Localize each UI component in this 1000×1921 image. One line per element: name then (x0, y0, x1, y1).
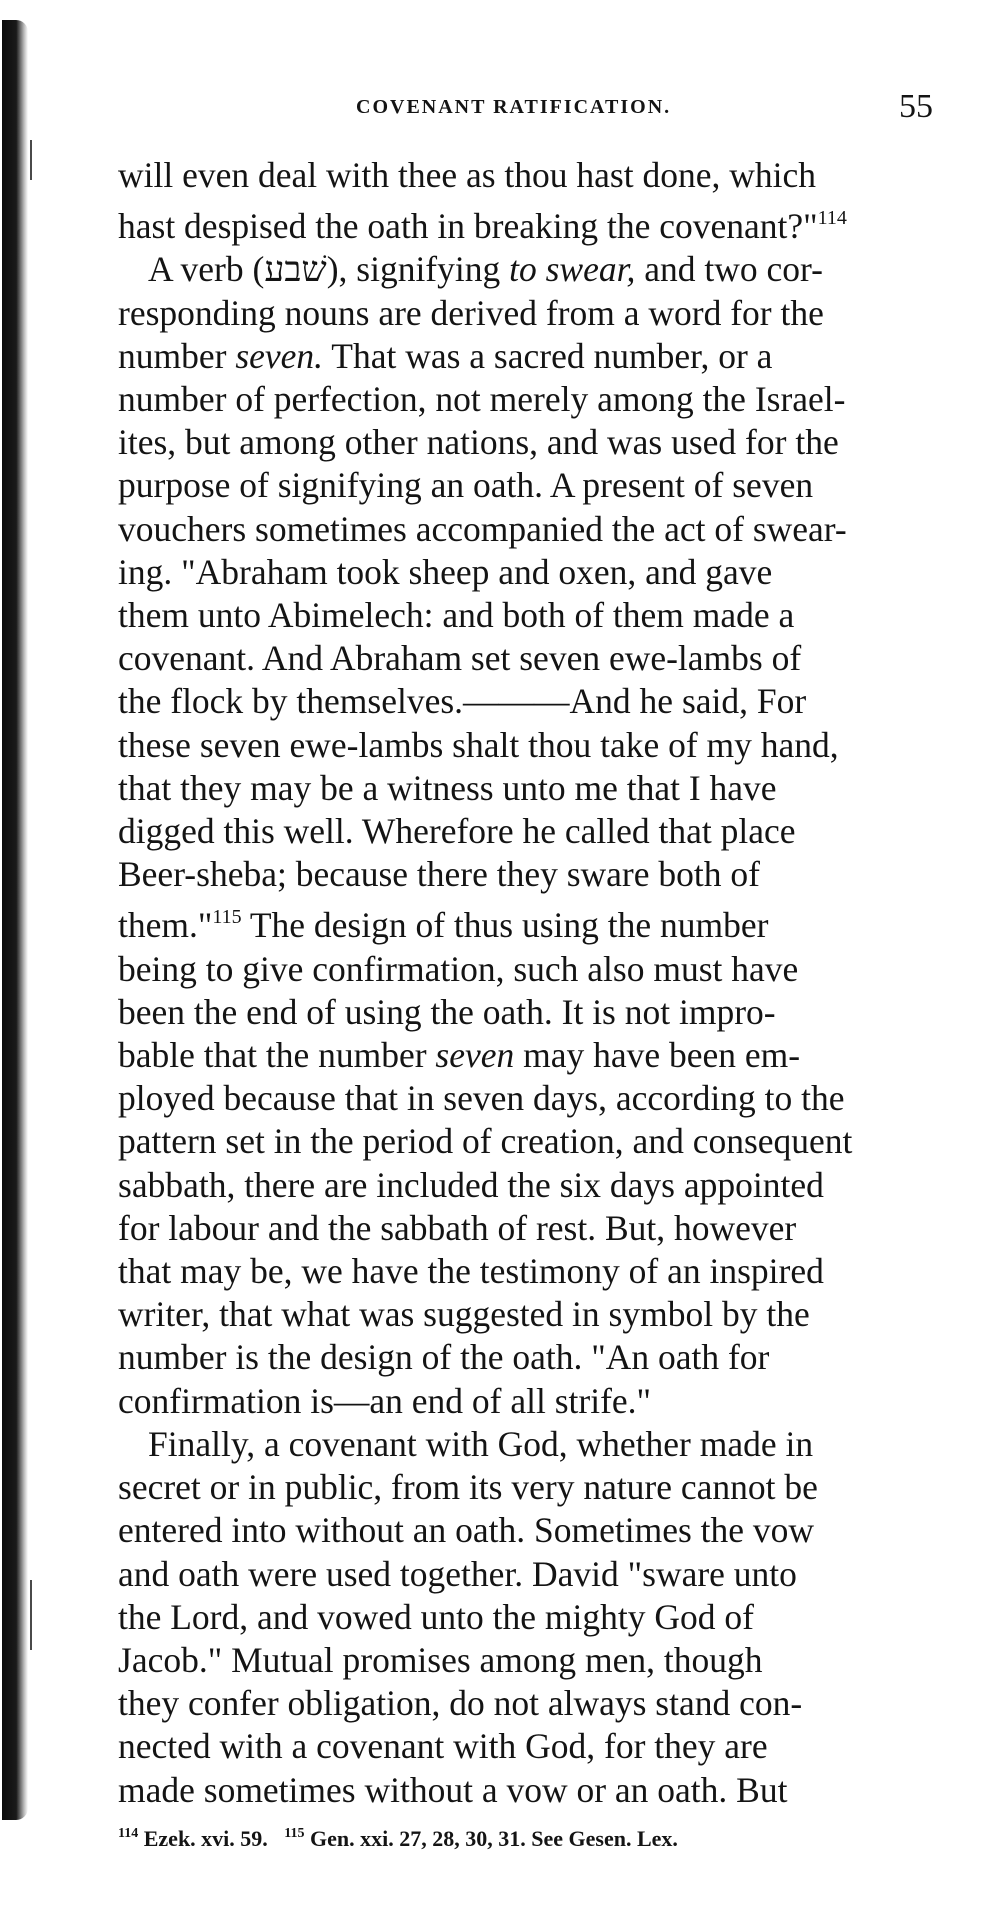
book-spine-shadow (2, 20, 28, 1820)
text-line: confirmation is—an end of all strife." (118, 1380, 652, 1421)
text-line: nected with a covenant with God, for they are (118, 1726, 768, 1767)
italic-phrase: to swear, (509, 249, 636, 290)
text-line: responding nouns are derived from a word for the (118, 292, 824, 333)
text-segment: bable that the number (118, 1035, 436, 1076)
text-line: ployed because that in seven days, according to the (118, 1078, 845, 1119)
footnote-text: Ezek. xvi. 59. (138, 1825, 268, 1851)
text-segment: them." (118, 905, 213, 946)
text-line: pattern set in the period of creation, and consequent (118, 1121, 853, 1162)
text-segment: may have been em- (514, 1035, 801, 1076)
footnote-text: Gen. xxi. 27, 28, 30, 31. See Gesen. Lex. (304, 1825, 678, 1851)
text-line: covenant. And Abraham set seven ewe-lambs of (118, 638, 802, 679)
text-line: for labour and the sabbath of rest. But, however (118, 1207, 797, 1248)
page-number: 55 (899, 88, 933, 125)
text-line: Finally, a covenant with God, whether made in (148, 1423, 814, 1464)
text-line (118, 1034, 978, 1077)
text-line: made sometimes without a vow or an oath. But (118, 1769, 788, 1810)
text-line: these seven ewe-lambs shalt thou take of my hand, (118, 724, 839, 765)
text-segment: ), signifying (326, 249, 510, 290)
text-line: the flock by themselves.———And he said, For (118, 681, 807, 722)
text-line-content: hast despised the oath in breaking the covenant?" (118, 206, 818, 247)
body-text (118, 154, 978, 1812)
book-page (118, 80, 978, 1852)
text-line: ites, but among other nations, and was used for the (118, 422, 839, 463)
text-line: digged this well. Wherefore he called that place (118, 811, 796, 852)
text-line (118, 335, 978, 378)
text-line: Jacob." Mutual promises among men, though (118, 1639, 763, 1680)
text-line: entered into without an oath. Sometimes the vow (118, 1510, 815, 1551)
text-line: Beer-sheba; because there they sware both of (118, 854, 760, 895)
running-head (118, 80, 978, 140)
text-segment: number (118, 335, 236, 376)
text-segment: A verb ( (148, 249, 265, 290)
text-line: they confer obligation, do not always stand con- (118, 1683, 803, 1724)
text-line (118, 197, 978, 248)
paragraph (118, 1423, 978, 1812)
text-line: and oath were used together. David "sware unto (118, 1553, 797, 1594)
text-segment: The design of thus using the number (241, 905, 769, 946)
footnote-reference: 115 (212, 906, 242, 929)
text-line (118, 896, 978, 947)
footnote-number: 115 (284, 1825, 305, 1841)
text-line: ing. "Abraham took sheep and oxen, and gave (118, 551, 773, 592)
text-line: number of perfection, not merely among the Israel- (118, 379, 846, 420)
italic-phrase: seven (435, 1035, 515, 1076)
paragraph (118, 248, 978, 1422)
italic-phrase: seven. (235, 335, 324, 376)
text-line: been the end of using the oath. It is not impro- (118, 991, 776, 1032)
hebrew-word: שׁבע (264, 249, 327, 290)
scan-artifact (30, 1580, 32, 1650)
scan-artifact (30, 140, 32, 180)
text-line: will even deal with thee as thou hast done, which (118, 155, 816, 195)
footnotes (118, 1826, 978, 1852)
text-segment: and two cor- (635, 249, 823, 290)
text-line: vouchers sometimes accompanied the act of swear- (118, 508, 847, 549)
text-line: that they may be a witness unto me that I have (118, 767, 777, 808)
running-title: COVENANT RATIFICATION. (356, 96, 672, 118)
text-line: sabbath, there are included the six days appointed (118, 1164, 824, 1205)
footnote-reference: 114 (817, 207, 847, 230)
text-line: secret or in public, from its very nature cannot be (118, 1467, 818, 1508)
paragraph (118, 154, 978, 248)
text-line: number is the design of the oath. "An oath for (118, 1337, 770, 1378)
text-line: purpose of signifying an oath. A present of seven (118, 465, 814, 506)
text-line: that may be, we have the testimony of an inspired (118, 1251, 824, 1292)
text-line: being to give confirmation, such also must have (118, 948, 799, 989)
text-segment: That was a sacred number, or a (323, 335, 773, 376)
text-line: writer, that what was suggested in symbol by the (118, 1294, 810, 1335)
text-line: them unto Abimelech: and both of them made a (118, 595, 795, 636)
text-line (118, 248, 978, 291)
text-line: the Lord, and vowed unto the mighty God of (118, 1596, 754, 1637)
footnote-number: 114 (118, 1825, 139, 1841)
